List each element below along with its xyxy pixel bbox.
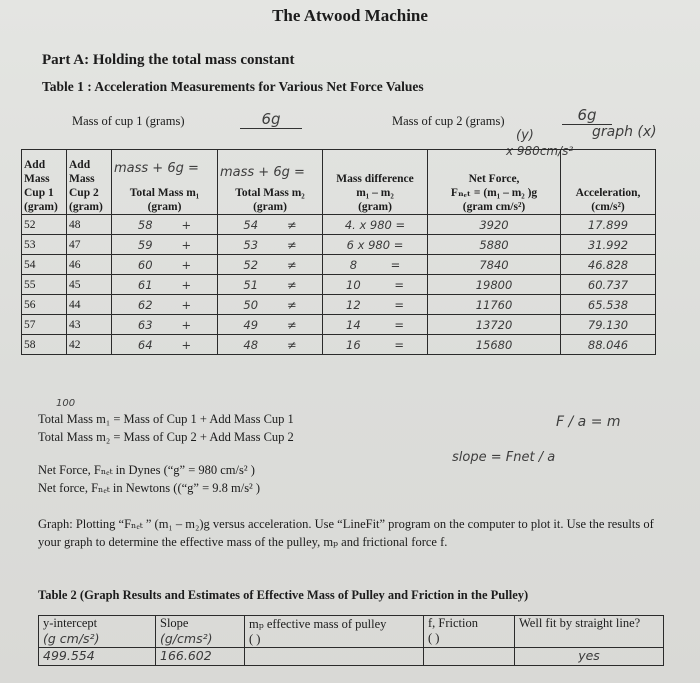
header-mass-difference: Mass difference m₁ – m₂ (gram) — [323, 150, 428, 215]
annot-graph-x: graph (x) — [592, 124, 657, 140]
note-total-m1: Total Mass m₁ = Mass of Cup 1 + Add Mass Cup 1 — [38, 412, 294, 426]
cell-acceleration: 17.899 — [561, 215, 656, 235]
header-y-intercept: y-intercept (g cm/s²) — [39, 616, 156, 648]
cell-mass-diff: 16 = — [323, 335, 428, 355]
table1-caption: Table 1 : Acceleration Measurements for Various Net Force Values — [42, 79, 424, 94]
cell-fit: yes — [515, 648, 664, 666]
header-total-m2: mass + 6g = Total Mass m₂ (gram) — [218, 150, 323, 215]
cell-net-force: 19800 — [428, 275, 561, 295]
cell-net-force: 3920 — [428, 215, 561, 235]
cell-y-intercept: 499.554 — [39, 648, 156, 666]
page-title: The Atwood Machine — [272, 6, 428, 25]
part-a-heading: Part A: Holding the total mass constant — [42, 52, 295, 68]
cell-total-m1: 60 + — [112, 255, 218, 275]
cell-mass-diff: 14 = — [323, 315, 428, 335]
cell-total-m2: 50 ≠ — [218, 295, 323, 315]
note-total-m2: Total Mass m₂ = Mass of Cup 2 + Add Mass Cup 2 — [38, 430, 294, 444]
graph-instructions: Graph: Plotting “Fₙₑₜ ” (m₁ – m₂)g versus acceleration. Use “LineFit” program on the computer to plot it. Use the results of your graph to determine the effective mass of the pulley, mₚ and frictional force f. — [38, 517, 654, 549]
cell-total-m2: 51 ≠ — [218, 275, 323, 295]
header-fit: Well fit by straight line? — [515, 616, 664, 648]
table-row — [22, 335, 656, 355]
note-net-force-newtons: Net force, Fₙₑₜ in Newtons ((“g” = 9.8 m/s² ) — [38, 481, 261, 495]
cell-total-m2: 52 ≠ — [218, 255, 323, 275]
cell-add-cup2: 44 — [67, 295, 112, 315]
cell-total-m1: 58 + — [112, 215, 218, 235]
cell-total-m1: 63 + — [112, 315, 218, 335]
acceleration-table — [21, 149, 656, 355]
cell-add-cup1: 52 — [22, 215, 67, 235]
table-row — [22, 275, 656, 295]
cell-add-cup2: 43 — [67, 315, 112, 335]
cell-total-m1: 62 + — [112, 295, 218, 315]
cell-add-cup1: 55 — [22, 275, 67, 295]
table-row — [22, 315, 656, 335]
table-row — [22, 255, 656, 275]
cell-mass-diff: 10 = — [323, 275, 428, 295]
cell-add-cup1: 54 — [22, 255, 67, 275]
annot-f-over-a: F / a = m — [556, 414, 621, 430]
cell-mass-diff: 8 = — [323, 255, 428, 275]
header-add-cup1: Add Mass Cup 1 (gram) — [22, 150, 67, 215]
cell-net-force: 15680 — [428, 335, 561, 355]
note-net-force-dynes: Net Force, Fₙₑₜ in Dynes (“g” = 980 cm/s² ) — [38, 463, 255, 477]
pulley-results-table — [38, 615, 664, 666]
header-total-m1: mass + 6g = Total Mass m₁ (gram) — [112, 150, 218, 215]
cell-add-cup2: 45 — [67, 275, 112, 295]
annot-x980: x 980cm/s² — [506, 144, 574, 158]
cell-total-m2: 53 ≠ — [218, 235, 323, 255]
cell-acceleration: 79.130 — [561, 315, 656, 335]
table1-header-row — [22, 150, 656, 215]
cell-total-m1: 59 + — [112, 235, 218, 255]
cell-acceleration: 65.538 — [561, 295, 656, 315]
cell-total-m1: 61 + — [112, 275, 218, 295]
table2-header-row — [39, 616, 664, 648]
annot-y: (y) — [516, 128, 534, 143]
cell-net-force: 5880 — [428, 235, 561, 255]
cell-total-m2: 49 ≠ — [218, 315, 323, 335]
cell-slope: 166.602 — [156, 648, 245, 666]
header-net-force: Net Force, Fₙₑₜ = (m₁ – m₂ )g (gram cm/s²) — [428, 150, 561, 215]
cell-net-force: 11760 — [428, 295, 561, 315]
annot-100: 100 — [56, 398, 76, 409]
cell-add-cup2: 48 — [67, 215, 112, 235]
cell-effective-mass — [245, 648, 424, 666]
cell-total-m2: 48 ≠ — [218, 335, 323, 355]
cell-add-cup2: 42 — [67, 335, 112, 355]
cell-mass-diff: 4. x 980 = — [323, 215, 428, 235]
cell-net-force: 13720 — [428, 315, 561, 335]
cell-add-cup1: 58 — [22, 335, 67, 355]
header-add-cup2: Add Mass Cup 2 (gram) — [67, 150, 112, 215]
cell-mass-diff: 12 = — [323, 295, 428, 315]
mass-cup1-label: Mass of cup 1 (grams) — [72, 114, 185, 128]
mass-cup2-label: Mass of cup 2 (grams) — [392, 114, 505, 128]
cell-acceleration: 31.992 — [561, 235, 656, 255]
table-row — [39, 648, 664, 666]
cell-add-cup1: 53 — [22, 235, 67, 255]
annot-mass-plus-1: mass + 6g = — [114, 161, 199, 176]
table-row — [22, 215, 656, 235]
cell-add-cup2: 47 — [67, 235, 112, 255]
cell-add-cup2: 46 — [67, 255, 112, 275]
cell-add-cup1: 56 — [22, 295, 67, 315]
cell-total-m2: 54 ≠ — [218, 215, 323, 235]
mass-cup1-value: 6g — [240, 110, 302, 129]
annot-mass-plus-2: mass + 6g = — [220, 165, 305, 180]
mass-cup2-value: 6g — [562, 106, 612, 125]
cell-mass-diff: 6 x 980 = — [323, 235, 428, 255]
cell-friction — [424, 648, 515, 666]
table-row — [22, 235, 656, 255]
header-slope: Slope (g/cms²) — [156, 616, 245, 648]
cell-add-cup1: 57 — [22, 315, 67, 335]
header-effective-mass: mₚ effective mass of pulley ( ) — [245, 616, 424, 648]
cell-total-m1: 64 + — [112, 335, 218, 355]
cell-net-force: 7840 — [428, 255, 561, 275]
cell-acceleration: 88.046 — [561, 335, 656, 355]
table-row — [22, 295, 656, 315]
header-acceleration: Acceleration, (cm/s²) — [561, 150, 656, 215]
annot-slope: slope = Fnet / a — [452, 450, 556, 465]
cell-acceleration: 46.828 — [561, 255, 656, 275]
cell-acceleration: 60.737 — [561, 275, 656, 295]
table2-caption: Table 2 (Graph Results and Estimates of Effective Mass of Pulley and Friction in the Pulley) — [38, 588, 529, 602]
header-friction: f, Friction ( ) — [424, 616, 515, 648]
